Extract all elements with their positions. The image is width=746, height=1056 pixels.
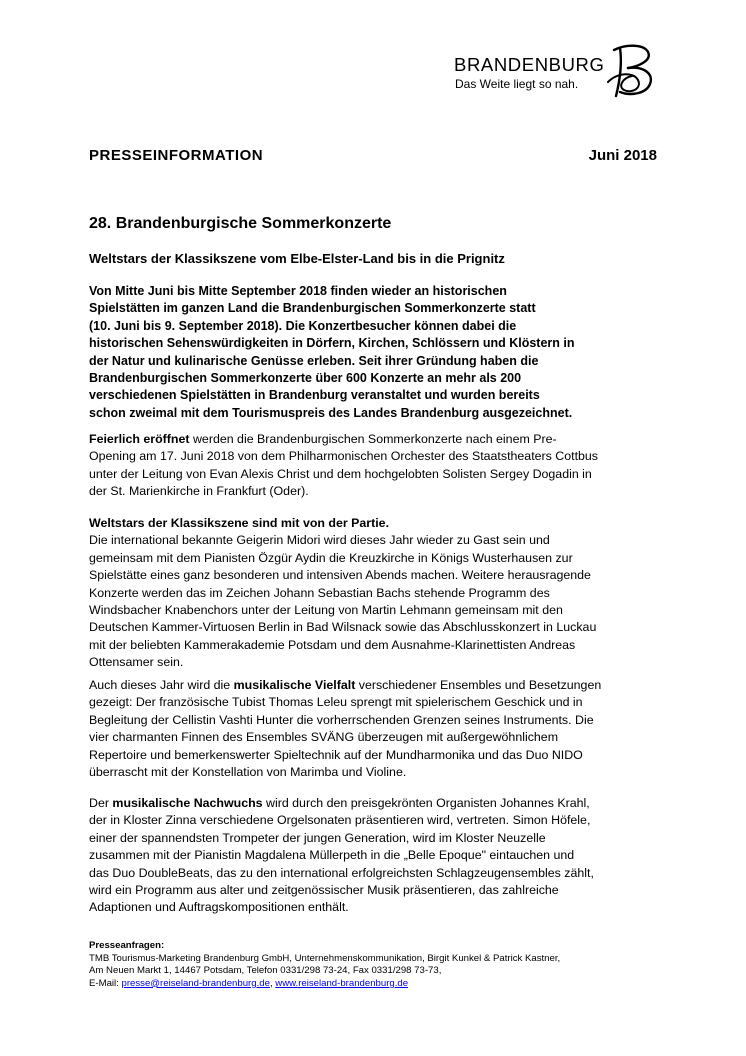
paragraph-weltstars	[89, 515, 664, 672]
paragraph-line: wird ein Programm aus alter und zeitgenössischer Musik präsentieren, das zahlreiche	[89, 883, 559, 898]
lead-line: historischen Sehenswürdigkeiten in Dörfern, Kirchen, Schlössern und Klöstern in	[89, 336, 575, 351]
logo-slogan: Das Weite liegt so nah.	[455, 77, 579, 91]
lead-line: der Natur und kulinarische Genüsse erleben. Seit ihrer Gründung haben die	[89, 353, 539, 368]
lead-line: Spielstätten im ganzen Land die Brandenburgischen Sommerkonzerte statt	[89, 301, 536, 316]
lead-line: (10. Juni bis 9. September 2018). Die Konzertbesucher können dabei die	[89, 318, 517, 333]
email-label: E-Mail:	[89, 977, 122, 989]
lead-paragraph	[89, 283, 664, 422]
paragraph-line: mit der beliebten Kammerakademie Potsdam und dem Ausnahme-Klarinettisten Andreas	[89, 637, 576, 652]
contact-line: Am Neuen Markt 1, 14467 Potsdam, Telefon 0331/298 73-24, Fax 0331/298 73-73,	[89, 965, 442, 977]
paragraph-line: Spielstätte eines ganz besonderen und intensiven Abends machen. Weitere herausragende	[89, 568, 591, 583]
logo-wordmark: BRANDENBURG	[454, 54, 605, 75]
press-header	[89, 147, 657, 167]
paragraph-line: Repertoire und bemerkenswerter Spieltechnik auf der Mundharmonika und das Duo NIDO	[89, 747, 583, 762]
lead-line: verschiedenen Spielstätten in Brandenburg veranstaltet und wurden bereits	[89, 388, 540, 403]
paragraph-line: gemeinsam mit dem Pianisten Özgür Aydin die Kreuzkirche in Königs Wusterhausen zur	[89, 550, 573, 565]
paragraph-line: Konzerte werden das im Zeichen Johann Sebastian Bachs stehende Programm des	[89, 585, 550, 600]
article-title: 28. Brandenburgische Sommerkonzerte	[89, 215, 392, 232]
paragraph-line: Windsbacher Knabenchors unter der Leitung von Martin Lehmann gemeinsam mit den	[89, 603, 563, 618]
paragraph-line	[89, 795, 664, 812]
emphasis: musikalische Vielfalt	[233, 678, 356, 692]
paragraph-line: Opening am 17. Juni 2018 von dem Philharmonischen Orchester des Staatstheaters Cottbus	[89, 449, 598, 464]
paragraph-line: vier charmanten Finnen des Ensembles SVÄNG überzeugen mit außergewöhnlichem	[89, 730, 559, 745]
paragraph-line: der St. Marienkirche in Frankfurt (Oder).	[89, 484, 309, 499]
paragraph-line: der in Kloster Zinna verschiedene Orgelsonaten präsentieren wird, vertreten. Simon Höfele,	[89, 813, 591, 828]
text-run: verschiedener Ensembles und Besetzungen	[355, 678, 602, 692]
email-link[interactable]: presse@reiseland-brandenburg.de	[121, 977, 270, 989]
text-run: Auch dieses Jahr wird die	[89, 678, 234, 692]
text-run: wird durch den preisgekrönten Organisten Johannes Krahl,	[262, 796, 590, 810]
paragraph-line: das Duo DoubleBeats, das zu den international erfolgreichsten Schlagzeugensembles zählt,	[89, 865, 594, 880]
paragraph-line	[89, 677, 664, 694]
lead-line: Brandenburgischen Sommerkonzerte über 600 Konzerte an mehr als 200	[89, 371, 522, 386]
paragraph-nachwuchs	[89, 795, 664, 917]
brandenburg-logo	[454, 42, 664, 104]
paragraph-line: Begleitung der Cellistin Vashti Hunter die vorherrschenden Grenzen seines Instruments. Die	[89, 712, 594, 727]
press-label: PRESSEINFORMATION	[89, 147, 264, 164]
lead-line: Von Mitte Juni bis Mitte September 2018 finden wieder an historischen	[89, 284, 507, 298]
contact-heading: Presseanfragen:	[89, 940, 165, 951]
text-run: werden die Brandenburgischen Sommerkonzerte nach einem Pre-	[189, 432, 557, 446]
paragraph-line: Ottensamer sein.	[89, 655, 184, 670]
separator: ,	[269, 977, 276, 989]
paragraph-line: einer der spannendsten Trompeter der jungen Generation, wird im Kloster Neuzelle	[89, 830, 546, 845]
paragraph-line: zusammen mit der Pianistin Magdalena Müllerpeth in die „Belle Epoque" eintauchen und	[89, 848, 575, 863]
contact-line	[89, 978, 664, 991]
paragraph-line	[89, 431, 664, 448]
text-run: Der	[89, 796, 113, 810]
website-link[interactable]: www.reiseland-brandenburg.de	[275, 977, 409, 989]
paragraph-line: überrascht mit der Konstellation von Marimba und Violine.	[89, 765, 407, 780]
paragraph-opening	[89, 431, 664, 501]
paragraph-line: unter der Leitung von Evan Alexis Christ und dem hochgelobten Solisten Sergey Dogadin in	[89, 466, 592, 481]
paragraph-line: Adaptionen und Auftragskompositionen enthält.	[89, 900, 349, 915]
paragraph-line: gezeigt: Der französische Tubist Thomas Leleu sprengt mit spielerischem Geschick und in	[89, 695, 583, 710]
article-subtitle: Weltstars der Klassikszene vom Elbe-Elster-Land bis in die Prignitz	[89, 251, 505, 266]
paragraph-heading: Weltstars der Klassikszene sind mit von der Partie.	[89, 516, 390, 530]
brandenburg-b-mark-icon	[604, 42, 656, 100]
paragraph-vielfalt	[89, 677, 664, 781]
press-contact	[89, 940, 664, 990]
press-date: Juni 2018	[588, 147, 657, 164]
emphasis: Feierlich eröffnet	[89, 432, 190, 446]
contact-line: TMB Tourismus-Marketing Brandenburg GmbH, Unternehmenskommunikation, Birgit Kunkel & Patrick Kastner,	[89, 952, 561, 964]
paragraph-line: Die international bekannte Geigerin Midori wird dieses Jahr wieder zu Gast sein und	[89, 533, 550, 548]
emphasis: musikalische Nachwuchs	[112, 796, 263, 810]
paragraph-line: Deutschen Kammer-Virtuosen Berlin in Bad Wilsnack sowie das Abschlusskonzert in Luckau	[89, 620, 597, 635]
lead-line: schon zweimal mit dem Tourismuspreis des Landes Brandenburg ausgezeichnet.	[89, 405, 573, 420]
